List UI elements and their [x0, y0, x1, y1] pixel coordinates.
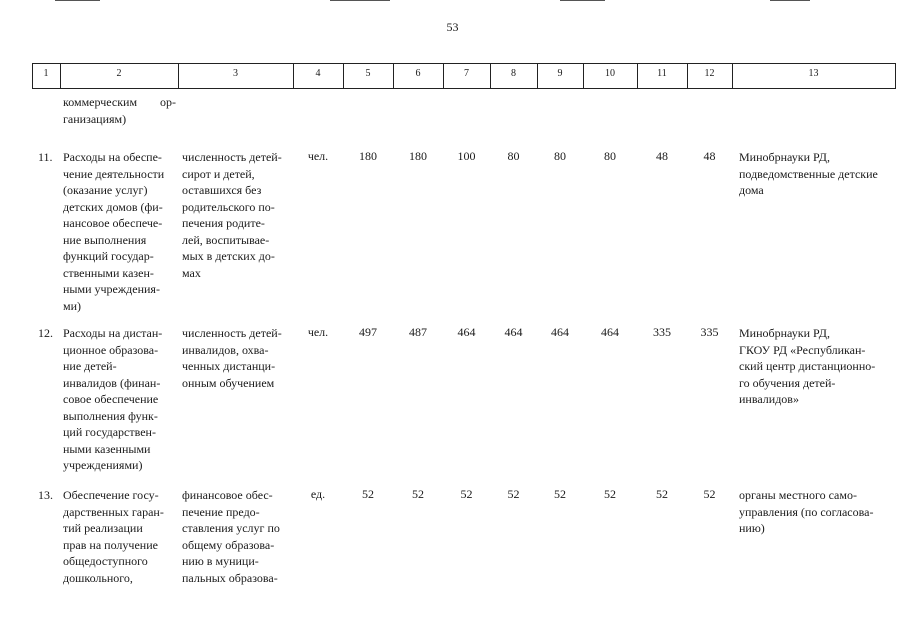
text-line: ционное образова- — [63, 342, 159, 357]
value-cell: 80 — [554, 149, 566, 163]
continuation-name-cell — [63, 94, 176, 127]
text-line: ций государствен- — [63, 425, 156, 439]
text-line: ными учреждения- — [63, 282, 160, 296]
value-cell: 487 — [409, 325, 427, 339]
value-cell: 464 — [504, 325, 523, 339]
text-line: ГКОУ РД «Республикан- — [739, 342, 866, 357]
scan-mark — [55, 0, 100, 1]
text-line: инвалидов, охва- — [182, 342, 269, 357]
text-line: подведомственные детские — [739, 166, 878, 181]
text-line: пальных образова- — [182, 570, 278, 585]
column-number: 5 — [365, 68, 371, 79]
value-cell: 52 — [604, 487, 616, 501]
text-line: инвалидов (финан- — [63, 375, 161, 390]
text-line: лей, воспитывае- — [182, 232, 270, 247]
text-line: нансовое обеспече- — [63, 216, 163, 230]
column-number: 8 — [511, 68, 516, 79]
value-cell: 52 — [362, 487, 374, 501]
text-line: численность детей- — [182, 150, 282, 164]
row-index: 12. — [38, 326, 53, 340]
responsible-cell — [739, 149, 895, 199]
text-line: Расходы на обеспе- — [63, 150, 162, 164]
text-line: учреждениями) — [63, 458, 143, 472]
text-line: управления (по согласова- — [739, 504, 874, 519]
column-number: 12 — [704, 68, 715, 79]
text-line: ставления услуг по — [182, 521, 280, 535]
text-line: Расходы на дистан- — [63, 326, 163, 340]
column-number: 13 — [808, 68, 819, 79]
column-number: 1 — [43, 68, 49, 79]
text-line: чение деятельности — [63, 166, 165, 181]
text-line: дошкольного, — [63, 570, 133, 585]
text-line: ми) — [63, 298, 82, 313]
expense-name-cell — [63, 149, 176, 314]
value-cell: 335 — [700, 325, 719, 339]
text-line: тий реализации — [63, 521, 143, 535]
unit-cell: чел. — [307, 149, 329, 163]
value-cell: 48 — [656, 149, 668, 163]
text-line: общедоступного — [63, 554, 148, 568]
indicator-cell — [182, 487, 290, 586]
column-number: 4 — [315, 68, 321, 79]
unit-cell: чел. — [307, 325, 329, 339]
value-cell: 52 — [412, 487, 424, 501]
column-number: 10 — [605, 68, 615, 79]
value-cell: 497 — [359, 325, 377, 339]
column-number: 6 — [415, 68, 421, 79]
scan-mark — [330, 0, 390, 1]
text-line: нию в муници- — [182, 554, 259, 568]
value-cell: 464 — [601, 325, 619, 339]
text-line: оставшихся без — [182, 183, 262, 197]
text-line: Минобрнауки РД, — [739, 326, 830, 340]
value-cell: 52 — [656, 487, 668, 501]
text-line: ский центр дистанционно- — [739, 359, 876, 373]
value-cell: 52 — [703, 487, 716, 501]
row-index: 11. — [38, 150, 53, 164]
text-line: (оказание услуг) — [63, 183, 148, 197]
text-line: коммерческим ор- — [63, 95, 176, 109]
expense-name-cell — [63, 487, 176, 586]
column-number: 7 — [464, 68, 469, 79]
value-cell: 80 — [604, 149, 616, 163]
text-line: общему образова- — [182, 537, 275, 552]
responsible-cell — [739, 487, 895, 537]
text-line: нию) — [739, 521, 765, 535]
text-line: сирот и детей, — [182, 166, 255, 181]
text-line: дома — [739, 183, 764, 197]
value-cell: 80 — [507, 149, 520, 163]
text-line: печения родите- — [182, 216, 265, 230]
header-bottom-border — [32, 88, 896, 89]
text-line: ние выполнения — [63, 232, 147, 247]
text-line: финансовое обес- — [182, 488, 273, 502]
value-cell: 180 — [359, 149, 377, 163]
column-divider — [895, 63, 896, 88]
column-number: 3 — [233, 68, 238, 79]
page-number: 53 — [446, 20, 459, 34]
responsible-cell — [739, 325, 895, 408]
expense-name-cell — [63, 325, 176, 474]
text-line: мах — [182, 265, 201, 280]
text-line: родительского по- — [182, 199, 275, 214]
text-line: Обеспечение госу- — [63, 488, 159, 502]
text-line: инвалидов» — [739, 392, 799, 406]
text-line: ственными казен- — [63, 265, 154, 280]
text-line: го обучения детей- — [739, 375, 836, 390]
text-line: ченных дистанци- — [182, 359, 276, 373]
header-top-border — [32, 63, 896, 64]
column-number: 2 — [116, 68, 122, 79]
text-line: ными казенными — [63, 441, 151, 456]
text-line: функций государ- — [63, 249, 154, 263]
text-line: органы местного само- — [739, 488, 857, 502]
value-cell: 52 — [554, 487, 566, 501]
text-line: Минобрнауки РД, — [739, 150, 830, 164]
unit-cell: ед. — [310, 487, 326, 501]
value-cell: 52 — [460, 487, 473, 501]
scan-mark — [560, 0, 605, 1]
value-cell: 180 — [409, 149, 427, 163]
text-line: мых в детских до- — [182, 249, 275, 263]
text-line: прав на получение — [63, 537, 158, 552]
value-cell: 48 — [703, 149, 716, 163]
text-line: численность детей- — [182, 326, 282, 340]
value-cell: 335 — [653, 325, 671, 339]
text-line: ние детей- — [63, 359, 117, 373]
column-number: 11 — [657, 68, 667, 79]
indicator-cell — [182, 149, 290, 281]
column-number: 9 — [557, 68, 563, 79]
text-line: совое обеспечение — [63, 392, 159, 406]
text-line: выполнения функ- — [63, 408, 158, 423]
value-cell: 464 — [551, 325, 569, 339]
row-index: 13. — [38, 488, 53, 502]
text-line: детских домов (фи- — [63, 199, 163, 214]
text-line: онным обучением — [182, 375, 275, 390]
text-line: печение предо- — [182, 504, 260, 519]
indicator-cell — [182, 325, 290, 391]
text-line: дарственных гаран- — [63, 504, 164, 519]
value-cell: 464 — [457, 325, 476, 339]
value-cell: 52 — [507, 487, 520, 501]
text-line: ганизациям) — [63, 111, 127, 126]
value-cell: 100 — [457, 149, 476, 163]
scan-mark — [770, 0, 810, 1]
